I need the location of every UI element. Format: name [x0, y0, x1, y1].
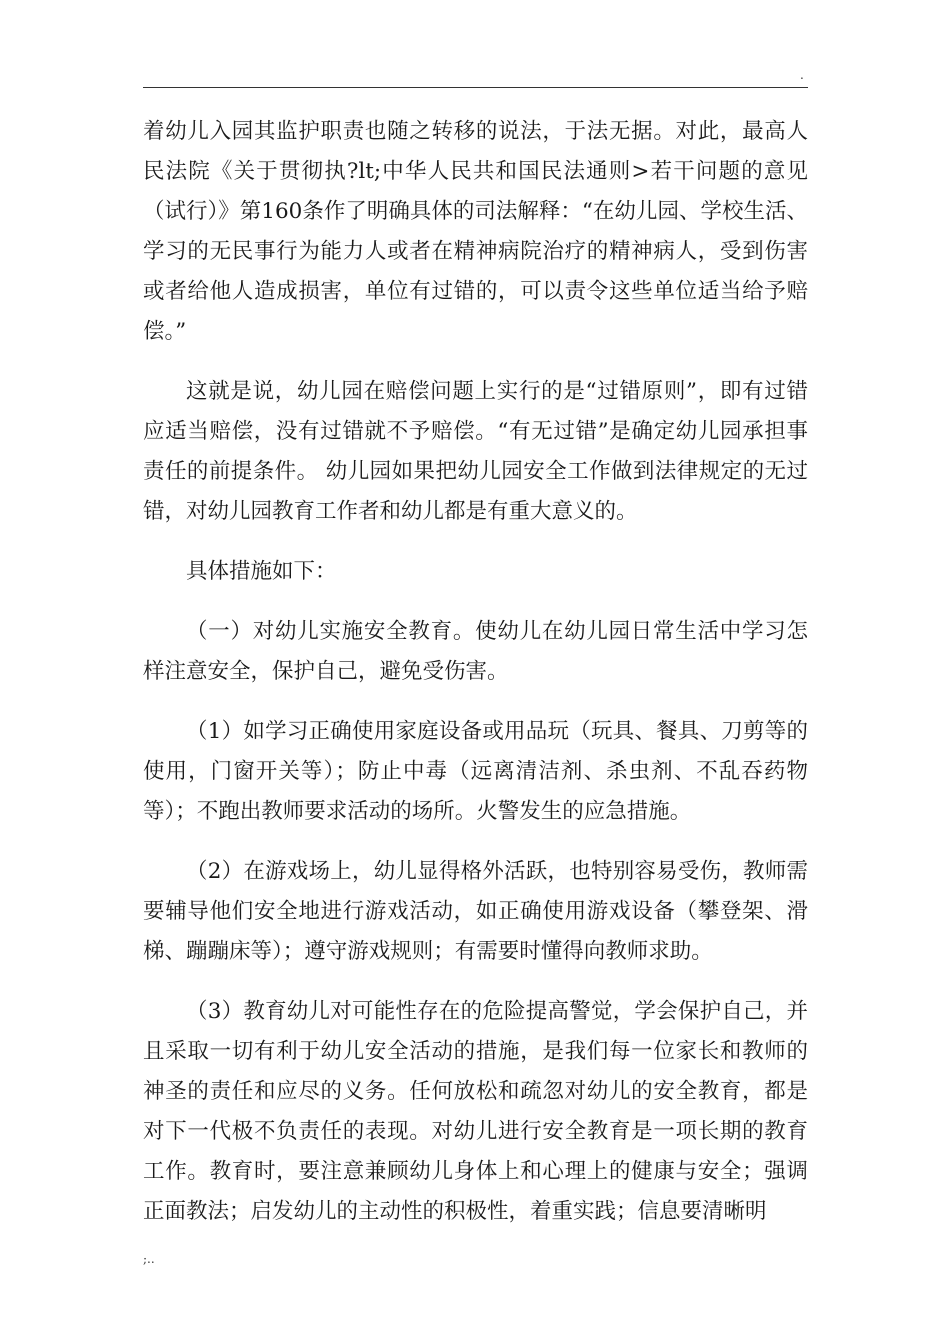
paragraph-court-interpretation: 着幼儿入园其监护职责也随之转移的说法，于法无据。对此，最高人民法院《关于贯彻执?lt;中华人民共和国民法通则>若干问题的意见（试行）》第160条作了明确具体的司法解释：“在幼儿园、学校生活、学习的无民事行为能力人或者在精神病院治疗的精神病人，受到伤害或者给他人造成损害，单位有过错的，可以责令这些单位适当给予赔偿。” [143, 119, 808, 344]
footer-mark: ;.. [143, 1252, 155, 1266]
paragraph-fault-principle: 这就是说，幼儿园在赔偿问题上实行的是“过错原则”，即有过错应适当赔偿，没有过错就不予赔偿。“有无过错”是确定幼儿园承担事责任的前提条件。 幼儿园如果把幼儿园安全工作做到法律规定的无过错，对幼儿园教育工作者和幼儿都是有重大意义的。 [143, 379, 808, 524]
document-body [143, 112, 808, 1252]
paragraph-item-1: （1）如学习正确使用家庭设备或用品玩（玩具、餐具、刀剪等的使用，门窗开关等）；防止中毒（远离清洁剂、杀虫剂、不乱吞药物等）；不跑出教师要求活动的场所。火警发生的应急措施。 [143, 719, 808, 824]
paragraph-measures-intro: 具体措施如下： [186, 559, 337, 584]
paragraph-item-2: （2）在游戏场上，幼儿显得格外活跃，也特别容易受伤，教师需要辅导他们安全地进行游戏活动，如正确使用游戏设备（攀登架、滑梯、蹦蹦床等）；遵守游戏规则；有需要时懂得向教师求助。 [143, 859, 808, 964]
header-divider [143, 87, 808, 88]
header-mark: . [800, 68, 804, 82]
paragraph-item-3: （3）教育幼儿对可能性存在的危险提高警觉，学会保护自己，并且采取一切有利于幼儿安全活动的措施，是我们每一位家长和教师的神圣的责任和应尽的义务。任何放松和疏忽对幼儿的安全教育，都是对下一代极不负责任的表现。对幼儿进行安全教育是一项长期的教育工作。教育时，要注意兼顾幼儿身体上和心理上的健康与安全；强调正面教法；启发幼儿的主动性的积极性，着重实践；信息要清晰明 [143, 999, 808, 1224]
paragraph-measure-one: （一）对幼儿实施安全教育。使幼儿在幼儿园日常生活中学习怎样注意安全，保护自己，避免受伤害。 [143, 619, 808, 684]
